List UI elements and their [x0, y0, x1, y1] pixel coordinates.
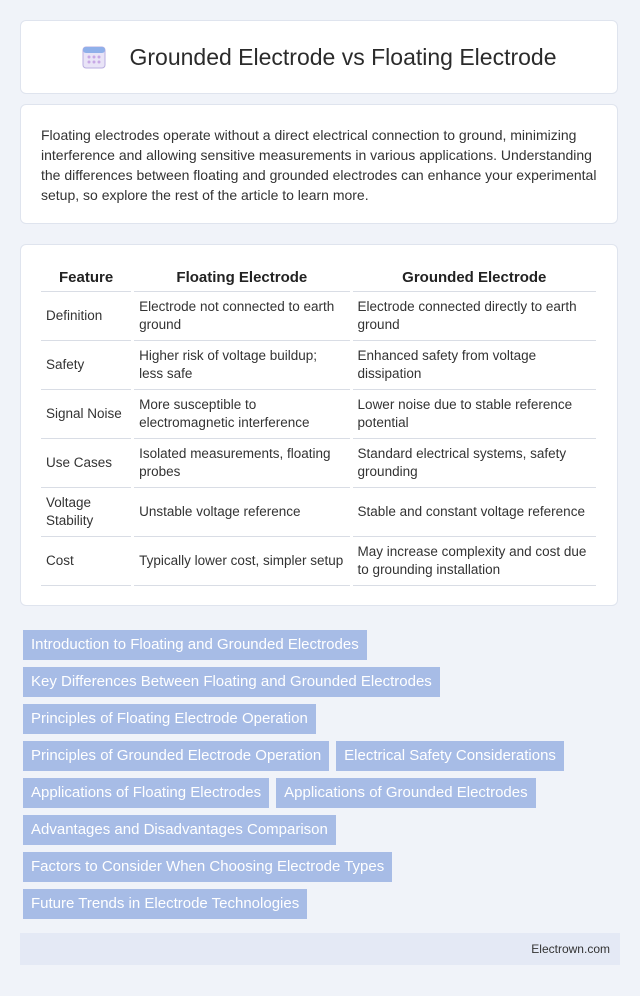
table-cell: Signal Noise: [41, 390, 131, 439]
table-cell: Unstable voltage reference: [134, 488, 349, 537]
footer: [20, 933, 620, 965]
topic-tag[interactable]: Key Differences Between Floating and Grounded Electrodes: [23, 667, 440, 697]
topic-tag[interactable]: Factors to Consider When Choosing Electrode Types: [23, 852, 392, 882]
table-row: [41, 488, 596, 537]
table-cell: Stable and constant voltage reference: [353, 488, 596, 537]
tag-row: [23, 667, 603, 697]
table-cell: Lower noise due to stable reference potential: [353, 390, 596, 439]
topic-tag[interactable]: Electrical Safety Considerations: [336, 741, 564, 771]
table-cell: Cost: [41, 537, 131, 586]
topic-tags: [23, 630, 603, 926]
table-cell: Electrode connected directly to earth ground: [353, 292, 596, 341]
tag-row: [23, 630, 603, 660]
table-cell: Safety: [41, 341, 131, 390]
table-cell: Definition: [41, 292, 131, 341]
topic-tag[interactable]: Introduction to Floating and Grounded Electrodes: [23, 630, 367, 660]
table-cell: Typically lower cost, simpler setup: [134, 537, 349, 586]
column-header: Grounded Electrode: [353, 264, 596, 292]
table-row: [41, 390, 596, 439]
column-header: Floating Electrode: [134, 264, 349, 292]
table-header-row: [41, 264, 596, 292]
tag-row: [23, 815, 603, 845]
topic-tag[interactable]: Applications of Floating Electrodes: [23, 778, 269, 808]
intro-paragraph: Floating electrodes operate without a direct electrical connection to ground, minimizing interference and allowing sensitive measurements in various applications. Understanding the differences between floating and grounded electrodes can enhance your experimental setup, so explore the rest of the article to learn more.: [41, 127, 597, 203]
calendar-icon: [81, 44, 107, 70]
table-cell: Higher risk of voltage buildup; less safe: [134, 341, 349, 390]
tag-row: [23, 704, 603, 734]
tag-row: [23, 741, 603, 771]
topic-tag[interactable]: Applications of Grounded Electrodes: [276, 778, 535, 808]
table-row: [41, 439, 596, 488]
comparison-table-card: [20, 244, 618, 606]
topic-tag[interactable]: Advantages and Disadvantages Comparison: [23, 815, 336, 845]
tag-row: [23, 778, 603, 808]
table-cell: Isolated measurements, floating probes: [134, 439, 349, 488]
table-cell: Voltage Stability: [41, 488, 131, 537]
table-cell: Enhanced safety from voltage dissipation: [353, 341, 596, 390]
page-title: Grounded Electrode vs Floating Electrode: [129, 43, 557, 70]
table-cell: More susceptible to electromagnetic interference: [134, 390, 349, 439]
table-cell: Electrode not connected to earth ground: [134, 292, 349, 341]
intro-card: [20, 104, 618, 224]
topic-tag[interactable]: Principles of Floating Electrode Operation: [23, 704, 316, 734]
table-cell: Standard electrical systems, safety grounding: [353, 439, 596, 488]
title-card: [20, 20, 618, 94]
topic-tag[interactable]: Principles of Grounded Electrode Operation: [23, 741, 329, 771]
footer-brand[interactable]: Electrown.com: [531, 942, 610, 956]
table-cell: Use Cases: [41, 439, 131, 488]
table-row: [41, 537, 596, 586]
tag-row: [23, 889, 603, 919]
tag-row: [23, 852, 603, 882]
table-row: [41, 341, 596, 390]
table-row: [41, 292, 596, 341]
topic-tag[interactable]: Future Trends in Electrode Technologies: [23, 889, 307, 919]
table-cell: May increase complexity and cost due to grounding installation: [353, 537, 596, 586]
column-header: Feature: [41, 264, 131, 292]
comparison-table: [38, 264, 599, 586]
